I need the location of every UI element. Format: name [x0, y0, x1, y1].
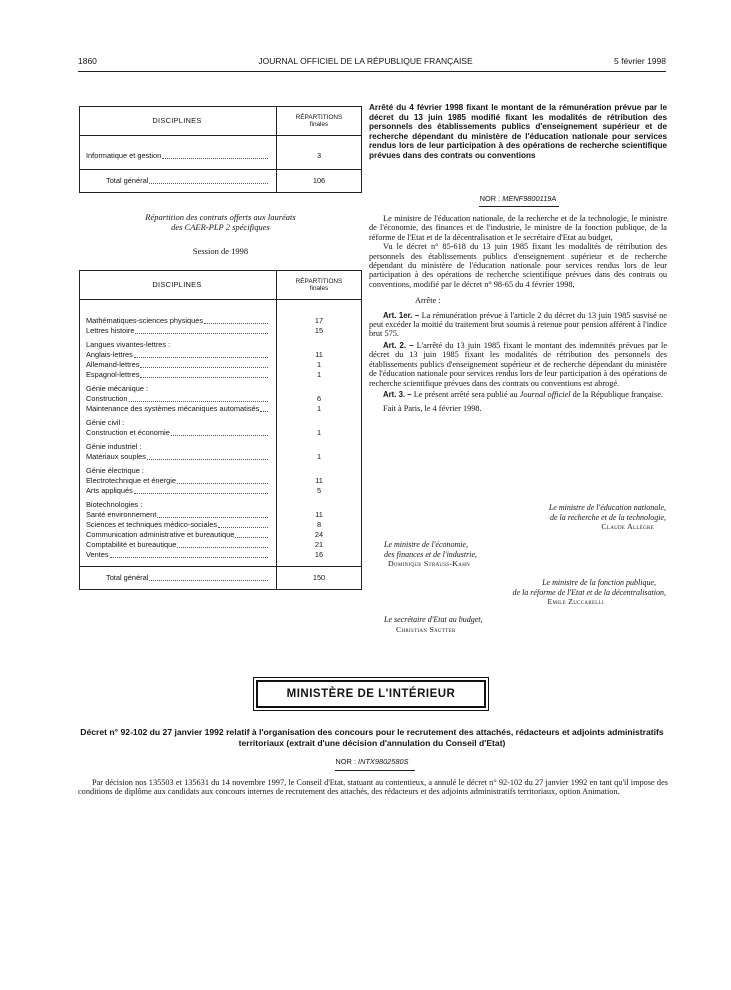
decret-title: Décret n° 92-102 du 27 janvier 1992 relatif à l'organisation des concours pour le recrutement des attachés, rédacteurs et adjoints administratifs territoriaux (extrait d'une décision d'annulation du Conseil d'Etat): [80, 727, 664, 748]
discipline-value: 21: [277, 540, 362, 550]
table-row: [80, 462, 362, 476]
table-row: [80, 486, 362, 496]
table-row: [80, 404, 362, 414]
discipline-value: 11: [277, 350, 362, 360]
total-label: Total général: [106, 176, 149, 185]
discipline-value: 24: [277, 530, 362, 540]
table-row: [80, 540, 362, 550]
discipline-label: Allemand-lettres: [86, 360, 140, 369]
article-2: Art. 2. – L'arrêté du 13 juin 1985 fixant le montant des indemnités prévues par le décret du 13 juin 1985 fixant les modalités de rétribution des personnels des établissements publics d'enseignement supérieur et de recherche dépendant du ministère de l'éducation nationale pour services rendus lors de leur participation à des opérations de recherche scientifique prévues dans des contrats ou conventions est abrogé.: [369, 340, 668, 388]
group-label: Génie mécanique :: [86, 384, 149, 393]
decret-nor: NOR : INTX9802580S: [335, 757, 409, 766]
table-row: [80, 370, 362, 380]
group-label: Langues vivantes-lettres :: [86, 340, 171, 349]
discipline-label: Electrotechnique et énergie: [86, 476, 176, 485]
discipline-value: 8: [277, 520, 362, 530]
group-label: Biotechnologies :: [86, 500, 143, 509]
discipline-value: 5: [277, 486, 362, 496]
session-label: Session de 1998: [192, 246, 249, 256]
discipline-value: 17: [277, 300, 362, 327]
discipline-value: 1: [277, 370, 362, 380]
table-row: [80, 476, 362, 486]
discipline-label: Espagnol-lettres: [86, 370, 140, 379]
total-value: 150: [277, 567, 362, 590]
header-rule: [78, 71, 666, 72]
discipline-value: 15: [277, 326, 362, 336]
discipline-label: Ventes: [86, 550, 109, 559]
signature-economie: Le ministre de l'économie, des finances et de l'industrie, Dominique Strauss-Kahn: [384, 540, 478, 568]
discipline-label: Arts appliqués: [86, 486, 133, 495]
discipline-value: [277, 496, 362, 510]
table-row: [80, 414, 362, 428]
column-header-repartitions: RÉPARTITIONS finales: [277, 107, 362, 136]
table-total-row: [80, 567, 362, 590]
ministry-banner: MINISTÈRE DE L'INTÉRIEUR: [256, 680, 486, 708]
discipline-value: 11: [277, 510, 362, 520]
discipline-value: 1: [277, 452, 362, 462]
table-row: [80, 300, 362, 327]
disciplines-table: [79, 270, 362, 590]
table-row: [80, 394, 362, 404]
page-date: 5 février 1998: [614, 56, 666, 66]
column-header-disciplines: DISCIPLINES: [80, 107, 277, 136]
group-label: Génie civil :: [86, 418, 125, 427]
table-row: [80, 530, 362, 540]
article-3: Art. 3. – Le présent arrêté sera publié au Journal officiel de la République française.: [383, 389, 663, 399]
discipline-label: Lettres histoire: [86, 326, 135, 335]
page-number: 1860: [78, 56, 97, 66]
article-1: Art. 1er. – La rémunération prévue à l'article 2 du décret du 13 juin 1985 susvisé ne peut excéder la moitié du traitement brut soumis à retenue pour pension afférent à l'indice brut 575.: [369, 310, 667, 339]
total-label: Total général: [106, 573, 149, 582]
table-row: [80, 496, 362, 510]
discipline-value: 11: [277, 476, 362, 486]
group-label: Génie industriel :: [86, 442, 142, 451]
table-row: [80, 336, 362, 350]
discipline-label: Matériaux souples: [86, 452, 146, 461]
discipline-label: Informatique et gestion: [86, 150, 162, 160]
arrete-title: Arrêté du 4 février 1998 fixant le montant de la rémunération prévue par le décret du 13 juin 1985 modifié fixant les modalités de rétribution des personnels des établissements publics d'enseignement supérieur et de recherche dépendant du ministère de l'éducation nationale pour services rendus lors de leur participation à des opérations de recherche scientifique prévues dans des contrats ou conventions: [369, 103, 667, 160]
group-label: Génie électrique :: [86, 466, 144, 475]
discipline-value: 6: [277, 394, 362, 404]
discipline-label: Construction: [86, 394, 128, 403]
discipline-label: Comptabilité et bureautique: [86, 540, 177, 549]
discipline-value: [277, 414, 362, 428]
discipline-label: Santé environnement: [86, 510, 157, 519]
separator: [335, 770, 415, 771]
decret-body: Par décision nos 135503 et 135631 du 14 novembre 1997, le Conseil d'Etat, statuant au contentieux, a annulé le décret n° 92-102 du 27 janvier 1992 en tant qu'il impose des conditions de diplôme aux candidats aux concours internes de recrutement des attachés, des rédacteurs et des adjoints administratifs territoriaux, option Animation.: [78, 778, 668, 797]
table-row: [80, 550, 362, 560]
signature-budget: Le secrétaire d'Etat au budget, Christian Sautter: [384, 615, 483, 634]
total-value: 106: [277, 170, 362, 193]
table-row: [80, 520, 362, 530]
signature-education: Le ministre de l'éducation nationale, de la recherche et de la technologie, Claude Allègre: [548, 503, 666, 531]
table-row: [80, 360, 362, 370]
table-caption: Répartition des contrats offerts aux lauréats des CAER-PLP 2 spécifiques: [145, 212, 296, 232]
table-total-row: [80, 170, 362, 193]
discipline-label: Mathématiques-sciences physiques: [86, 316, 204, 325]
discipline-value: 1: [277, 428, 362, 438]
discipline-label: Construction et économie: [86, 428, 170, 437]
arrete-nor: NOR : MENF9800119A: [479, 194, 557, 203]
discipline-value: 1: [277, 404, 362, 414]
discipline-value: 16: [277, 550, 362, 560]
discipline-value: [277, 462, 362, 476]
table-row: [80, 380, 362, 394]
discipline-label: Anglais-lettres: [86, 350, 133, 359]
discipline-label: Maintenance des systèmes mécaniques automatisés: [86, 404, 260, 413]
table-row: [80, 326, 362, 336]
column-header-disciplines: DISCIPLINES: [80, 271, 277, 300]
discipline-value: 1: [277, 360, 362, 370]
arrete-word: Arrête :: [415, 296, 441, 306]
arrete-visa: Vu le décret n° 85-618 du 13 juin 1985 fixant les modalités de rétribution des personnels des établissements publics d'enseignement supérieur et de recherche dépendant du ministère de l'éducation nationale pour services rendus lors de leur participation à des opérations de recherche scientifique prévues dans des contrats ou conventions, modifié par le décret n° 98-65 du 4 février 1998,: [369, 242, 667, 289]
table-row: [80, 438, 362, 452]
table-row: [80, 452, 362, 462]
fait-a-paris: Fait à Paris, le 4 février 1998.: [383, 404, 482, 414]
table-row: [80, 136, 362, 170]
column-header-repartitions: RÉPARTITIONS finales: [277, 271, 362, 300]
discipline-value: [277, 336, 362, 350]
signature-fonction-publique: Le ministre de la fonction publique, de la réforme de l'Etat et de la décentralisation, Emile Zuccarelli: [512, 578, 666, 606]
discipline-label: Sciences et techniques médico-sociales: [86, 520, 218, 529]
discipline-label: Communication administrative et bureautique: [86, 530, 235, 539]
table-row: [80, 428, 362, 438]
discipline-value: [277, 438, 362, 452]
arrete-preamble: Le ministre de l'éducation nationale, de la recherche et de la technologie, le ministre de l'économie, des finances et de l'industrie, le ministre de la fonction publique, de la réforme de l'Etat et de la décentralisation et le secrétaire d'Etat au budget,: [369, 214, 667, 242]
arrete-body: [369, 214, 667, 414]
separator: [479, 206, 559, 207]
journal-title: JOURNAL OFFICIEL DE LA RÉPUBLIQUE FRANÇAISE: [258, 56, 473, 66]
table-row: [80, 350, 362, 360]
discipline-value: [277, 380, 362, 394]
table-row: [80, 510, 362, 520]
disciplines-table-continued: [79, 106, 362, 193]
discipline-value: 3: [277, 136, 362, 170]
